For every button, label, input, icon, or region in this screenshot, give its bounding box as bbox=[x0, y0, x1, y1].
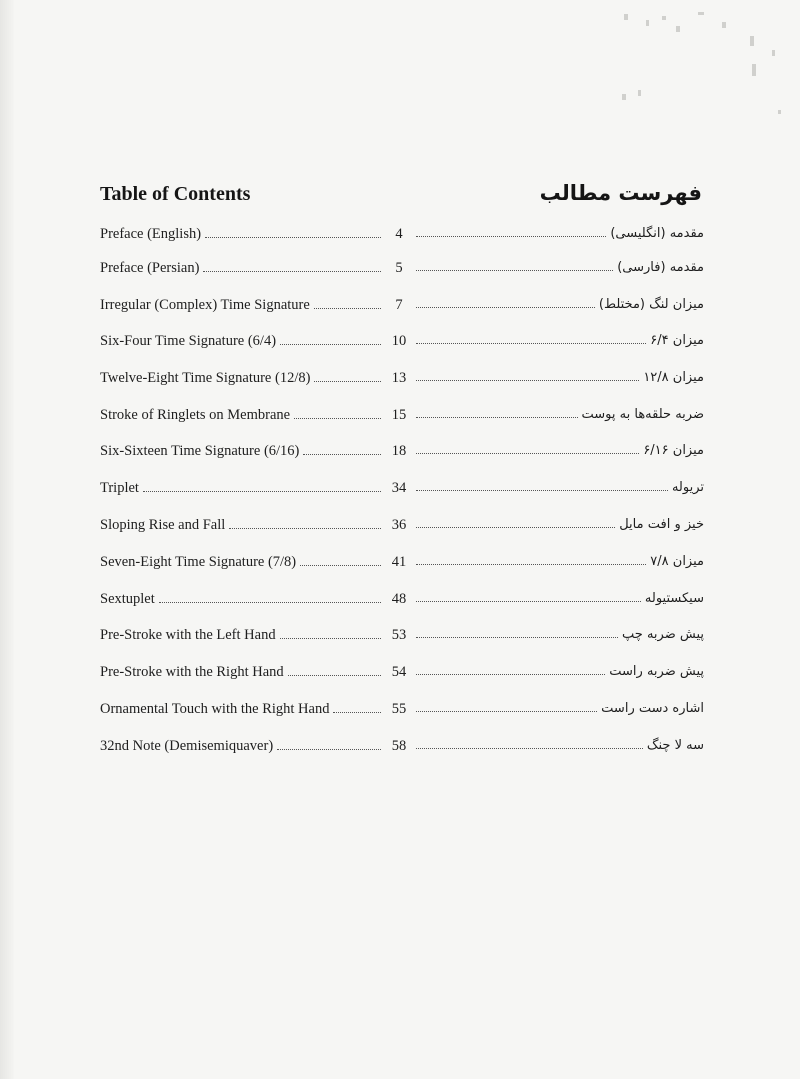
toc-entry-persian-label: ضربه حلقه‌ها به پوست bbox=[581, 407, 704, 422]
dot-leader bbox=[416, 417, 578, 418]
dot-leader bbox=[416, 236, 606, 237]
toc-row[interactable] bbox=[100, 738, 704, 762]
toc-row[interactable] bbox=[100, 370, 704, 394]
dot-leader bbox=[416, 564, 646, 565]
toc-entry-english-label: Sloping Rise and Fall bbox=[100, 517, 226, 533]
toc-page-number: 4 bbox=[395, 226, 403, 242]
toc-entry-english bbox=[100, 297, 384, 314]
toc-entry-persian bbox=[416, 554, 704, 569]
toc-entry-english-label: Ornamental Touch with the Right Hand bbox=[100, 701, 330, 717]
toc-entry-english bbox=[100, 627, 384, 644]
dot-leader bbox=[416, 748, 643, 749]
toc-row[interactable] bbox=[100, 664, 704, 688]
toc-title-persian: فهرست مطالب bbox=[539, 181, 702, 205]
toc-entry-persian bbox=[416, 226, 704, 241]
dot-leader bbox=[314, 308, 381, 309]
toc-list bbox=[100, 226, 704, 786]
toc-entry-english-label: Pre-Stroke with the Right Hand bbox=[100, 664, 284, 680]
toc-row[interactable] bbox=[100, 591, 704, 615]
dot-leader bbox=[416, 601, 641, 602]
dot-leader bbox=[294, 418, 381, 419]
toc-page-number: 36 bbox=[391, 517, 407, 533]
toc-page-number: 15 bbox=[391, 407, 407, 423]
toc-row[interactable] bbox=[100, 333, 704, 357]
dot-leader bbox=[416, 711, 597, 712]
toc-entry-persian-label: میزان ۷/۸ bbox=[650, 554, 704, 569]
toc-page-number: 48 bbox=[391, 591, 407, 607]
toc-entry-persian-label: سیکستیوله bbox=[644, 591, 704, 606]
toc-row[interactable] bbox=[100, 297, 704, 321]
dot-leader bbox=[277, 749, 381, 750]
dot-leader bbox=[314, 381, 381, 382]
toc-entry-persian-label: پیش ضربه چپ bbox=[622, 627, 704, 642]
toc-entry-english bbox=[100, 260, 384, 277]
toc-entry-english bbox=[100, 664, 384, 681]
toc-entry-persian bbox=[416, 407, 704, 422]
toc-entry-persian-label: اشاره دست راست bbox=[601, 701, 704, 716]
toc-entry-persian-label: خیز و افت مایل bbox=[619, 517, 704, 532]
toc-row[interactable] bbox=[100, 407, 704, 431]
toc-entry-english-label: Twelve-Eight Time Signature (12/8) bbox=[100, 370, 311, 386]
toc-entry-persian bbox=[416, 297, 704, 312]
dot-leader bbox=[333, 712, 381, 713]
toc-entry-persian-label: سه لا چنگ bbox=[646, 738, 704, 753]
toc-page-number: 13 bbox=[391, 370, 407, 386]
toc-entry-english bbox=[100, 738, 384, 755]
toc-entry-persian-label: تریوله bbox=[671, 480, 704, 495]
toc-entry-english-label: Triplet bbox=[100, 480, 139, 496]
toc-row[interactable] bbox=[100, 627, 704, 651]
toc-entry-persian bbox=[416, 370, 704, 385]
toc-entry-english-label: Sextuplet bbox=[100, 591, 155, 607]
toc-entry-persian bbox=[416, 664, 704, 679]
toc-entry-persian bbox=[416, 701, 704, 716]
toc-entry-english-label: Six-Sixteen Time Signature (6/16) bbox=[100, 443, 300, 459]
toc-entry-persian bbox=[416, 591, 704, 606]
toc-entry-english bbox=[100, 443, 384, 460]
page-binding-edge bbox=[0, 0, 14, 1079]
dot-leader bbox=[229, 528, 381, 529]
toc-entry-english-label: Preface (English) bbox=[100, 226, 202, 242]
toc-entry-persian-label: میزان ۱۲/۸ bbox=[643, 370, 704, 385]
toc-entry-english-label: Preface (Persian) bbox=[100, 260, 200, 276]
toc-page-number: 7 bbox=[395, 297, 403, 313]
toc-entry-persian-label: مقدمه (فارسی) bbox=[617, 260, 704, 275]
toc-page-number: 18 bbox=[391, 443, 407, 459]
dot-leader bbox=[288, 675, 381, 676]
toc-entry-persian-label: میزان لنگ (مختلط) bbox=[598, 297, 704, 312]
toc-entry-persian bbox=[416, 260, 704, 275]
dot-leader bbox=[416, 270, 613, 271]
toc-row[interactable] bbox=[100, 517, 704, 541]
dot-leader bbox=[416, 637, 618, 638]
toc-entry-persian bbox=[416, 333, 704, 348]
toc-entry-english bbox=[100, 370, 384, 387]
dot-leader bbox=[159, 602, 381, 603]
scan-specks bbox=[602, 6, 792, 116]
toc-entry-persian bbox=[416, 738, 704, 753]
toc-row[interactable] bbox=[100, 554, 704, 578]
toc-page-number: 58 bbox=[391, 738, 407, 754]
toc-row[interactable] bbox=[100, 260, 704, 284]
toc-entry-english bbox=[100, 226, 384, 243]
dot-leader bbox=[416, 453, 639, 454]
toc-entry-english bbox=[100, 554, 384, 571]
toc-entry-english-label: 32nd Note (Demisemiquaver) bbox=[100, 738, 274, 754]
toc-entry-english bbox=[100, 517, 384, 534]
dot-leader bbox=[205, 237, 381, 238]
toc-title-english: Table of Contents bbox=[100, 183, 251, 205]
toc-entry-persian bbox=[416, 627, 704, 642]
dot-leader bbox=[143, 491, 381, 492]
toc-entry-english bbox=[100, 407, 384, 424]
dot-leader bbox=[300, 565, 381, 566]
dot-leader bbox=[416, 380, 639, 381]
toc-row[interactable] bbox=[100, 443, 704, 467]
dot-leader bbox=[303, 454, 381, 455]
dot-leader bbox=[416, 343, 646, 344]
toc-page-number: 54 bbox=[391, 664, 407, 680]
toc-entry-persian bbox=[416, 517, 704, 532]
toc-page-number: 53 bbox=[391, 627, 407, 643]
toc-page-number: 41 bbox=[391, 554, 407, 570]
dot-leader bbox=[416, 527, 615, 528]
toc-page-number: 34 bbox=[391, 480, 407, 496]
toc-entry-persian-label: مقدمه (انگلیسی) bbox=[610, 226, 704, 241]
toc-entry-english-label: Seven-Eight Time Signature (7/8) bbox=[100, 554, 297, 570]
toc-entry-english-label: Stroke of Ringlets on Membrane bbox=[100, 407, 291, 423]
toc-entry-english bbox=[100, 591, 384, 608]
toc-page-number: 5 bbox=[395, 260, 403, 276]
dot-leader bbox=[416, 490, 668, 491]
toc-row[interactable] bbox=[100, 226, 704, 250]
toc-page-number: 55 bbox=[391, 701, 407, 717]
toc-entry-persian-label: میزان ۶/۱۶ bbox=[643, 443, 704, 458]
dot-leader bbox=[203, 271, 381, 272]
toc-entry-english bbox=[100, 333, 384, 350]
dot-leader bbox=[280, 638, 381, 639]
toc-page-number: 10 bbox=[391, 333, 407, 349]
toc-entry-english-label: Pre-Stroke with the Left Hand bbox=[100, 627, 276, 643]
dot-leader bbox=[416, 674, 605, 675]
toc-entry-english-label: Six-Four Time Signature (6/4) bbox=[100, 333, 277, 349]
toc-row[interactable] bbox=[100, 480, 704, 504]
toc-entry-english-label: Irregular (Complex) Time Signature bbox=[100, 297, 310, 313]
toc-row[interactable] bbox=[100, 701, 704, 725]
toc-entry-persian bbox=[416, 480, 704, 495]
toc-entry-persian-label: میزان ۶/۴ bbox=[650, 333, 704, 348]
toc-entry-english bbox=[100, 701, 384, 718]
dot-leader bbox=[280, 344, 381, 345]
toc-entry-english bbox=[100, 480, 384, 497]
dot-leader bbox=[416, 307, 595, 308]
toc-entry-persian-label: پیش ضربه راست bbox=[609, 664, 704, 679]
toc-entry-persian bbox=[416, 443, 704, 458]
